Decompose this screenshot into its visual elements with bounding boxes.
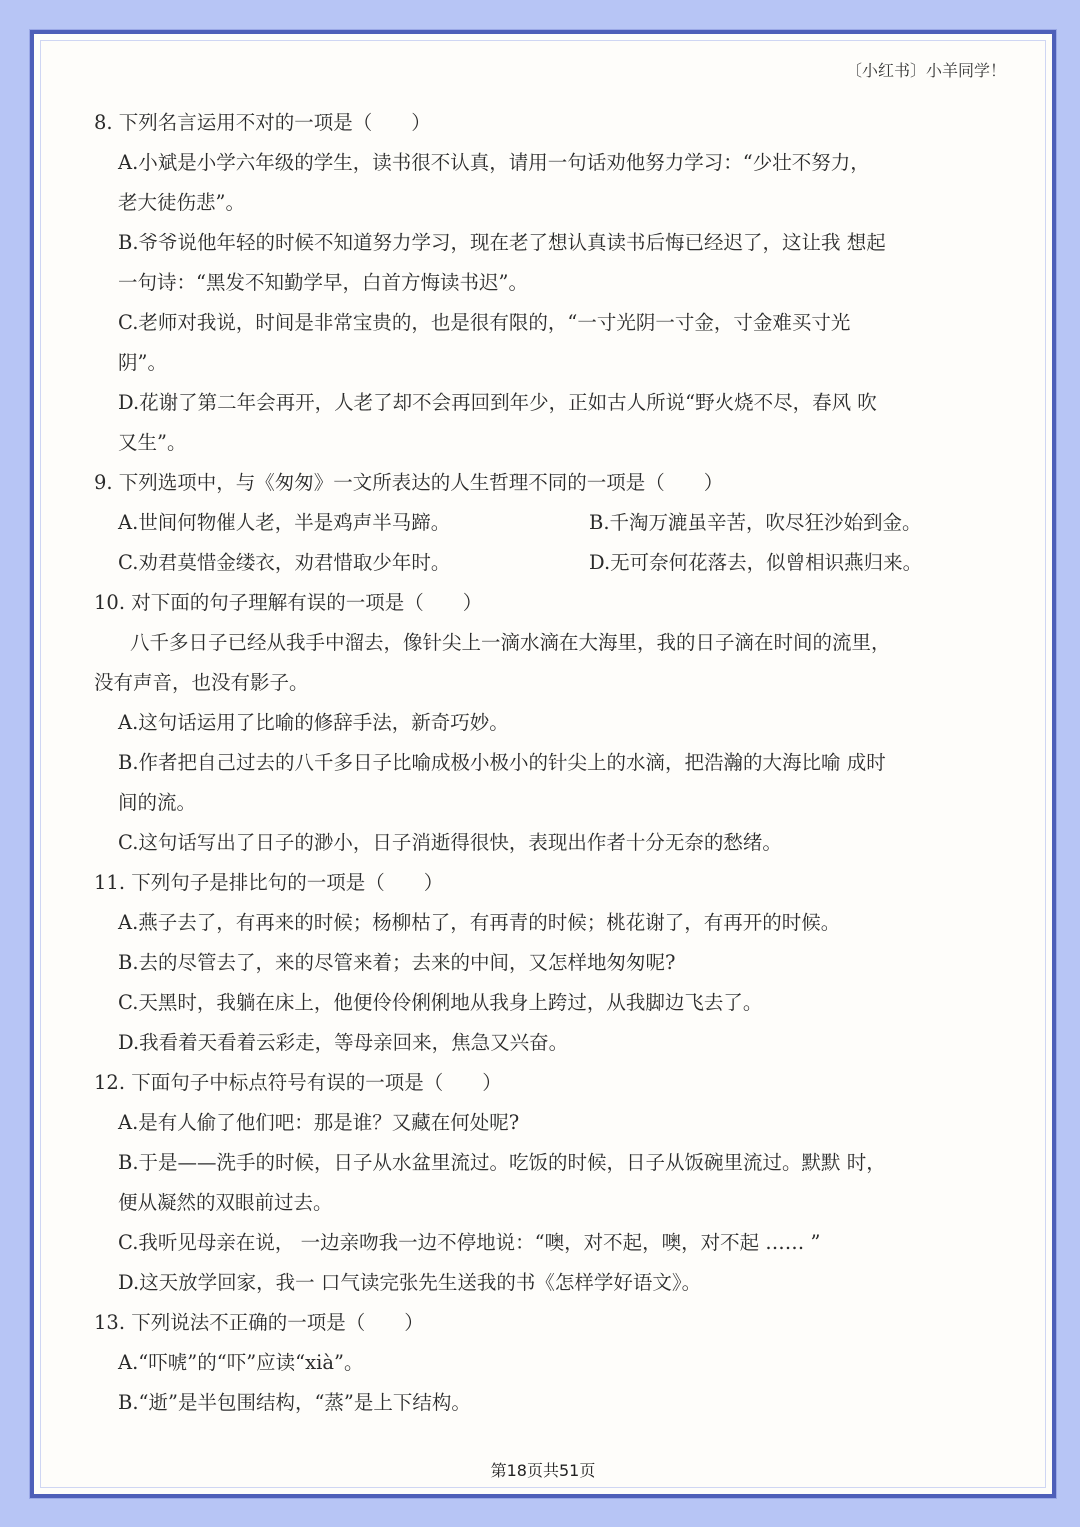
question-10-title: 10. 对下面的句子理解有误的一项是（ ）	[94, 591, 483, 614]
question-8-option-d-line2: 又生”。	[118, 431, 187, 454]
page-number: 第18页共51页	[490, 1461, 596, 1480]
question-11-title: 11. 下列句子是排比句的一项是（ ）	[94, 871, 444, 894]
question-8-option-a-line2: 老大徒伤悲”。	[118, 191, 245, 214]
question-9-option-a: A.世间何物催人老，半是鸡声半马蹄。	[118, 511, 451, 534]
question-13-title: 13. 下列说法不正确的一项是（ ）	[94, 1311, 424, 1334]
question-10-option-b-line2: 间的流。	[118, 791, 197, 814]
question-12-title: 12. 下面句子中标点符号有误的一项是（ ）	[94, 1071, 502, 1094]
question-9-option-c: C.劝君莫惜金缕衣，劝君惜取少年时。	[118, 551, 451, 574]
question-content	[94, 103, 994, 1423]
question-8-option-c-line1: C.老师对我说，时间是非常宝贵的，也是很有限的，“一寸光阴一寸金，寸金难买寸光	[118, 311, 851, 334]
question-8-title: 8. 下列名言运用不对的一项是（ ）	[94, 111, 431, 134]
question-9-title: 9. 下列选项中，与《匆匆》一文所表达的人生哲理不同的一项是（ ）	[94, 471, 724, 494]
question-12-option-a: A.是有人偷了他们吧：那是谁？又藏在何处呢?	[118, 1111, 520, 1134]
question-10-option-b-line1: B.作者把自己过去的八千多日子比喻成极小极小的针尖上的水滴，把浩瀚的大海比喻 成时	[118, 751, 886, 774]
question-11-option-b: B.去的尽管去了，来的尽管来着；去来的中间，又怎样地匆匆呢?	[118, 951, 676, 974]
question-10-stem-line2: 没有声音，也没有影子。	[94, 671, 309, 694]
question-10-stem-line1: 八千多日子已经从我手中溜去，像针尖上一滴水滴在大海里，我的日子滴在时间的流里，	[130, 631, 891, 654]
question-12-option-d: D.这天放学回家，我一 口气读完张先生送我的书《怎样学好语文》。	[118, 1271, 702, 1294]
question-10-option-c: C.这句话写出了日子的渺小，日子消逝得很快，表现出作者十分无奈的愁绪。	[118, 831, 782, 854]
question-13-option-a: A.“吓唬”的“吓”应读“xià”。	[118, 1351, 364, 1374]
question-8-option-a-line1: A.小斌是小学六年级的学生，读书很不认真，请用一句话劝他努力学习：“少壮不努力，	[118, 151, 870, 174]
question-8-option-c-line2: 阴”。	[118, 351, 167, 374]
question-8-option-b-line2: 一句诗：“黑发不知勤学早，白首方悔读书迟”。	[118, 271, 528, 294]
question-9-options-row1	[94, 503, 994, 543]
question-12-option-b-line1: B.于是——洗手的时候，日子从水盆里流过。吃饭的时候，日子从饭碗里流过。默默 时，	[118, 1151, 886, 1174]
question-13-option-b: B.“逝”是半包围结构，“蒸”是上下结构。	[118, 1391, 471, 1414]
question-11-option-d: D.我看着天看着云彩走，等母亲回来，焦急又兴奋。	[118, 1031, 569, 1054]
question-8-option-b-line1: B.爷爷说他年轻的时候不知道努力学习，现在老了想认真读书后悔已经迟了，这让我 想起	[118, 231, 886, 254]
question-9-option-b: B.千淘万漉虽辛苦，吹尽狂沙始到金。	[589, 511, 922, 534]
question-11-option-c: C.天黑时，我躺在床上，他便伶伶俐俐地从我身上跨过，从我脚边飞去了。	[118, 991, 763, 1014]
question-11-option-a: A.燕子去了，有再来的时候；杨柳枯了，有再青的时候；桃花谢了，有再开的时候。	[118, 911, 841, 934]
question-9-option-d: D.无可奈何花落去，似曾相识燕归来。	[589, 551, 923, 574]
question-12-option-b-line2: 便从凝然的双眼前过去。	[118, 1191, 333, 1214]
watermark-text: 〔小红书〕小羊同学！	[845, 61, 1006, 80]
question-8-option-d-line1: D.花谢了第二年会再开，人老了却不会再回到年少，正如古人所说“野火烧不尽，春风 吹	[118, 391, 877, 414]
question-12-option-c: C.我听见母亲在说， 一边亲吻我一边不停地说：“噢，对不起，噢，对不起 …… ”	[118, 1231, 821, 1254]
question-10-option-a: A.这句话运用了比喻的修辞手法，新奇巧妙。	[118, 711, 509, 734]
question-9-options-row2	[94, 543, 994, 583]
worksheet-page	[30, 30, 1056, 1498]
